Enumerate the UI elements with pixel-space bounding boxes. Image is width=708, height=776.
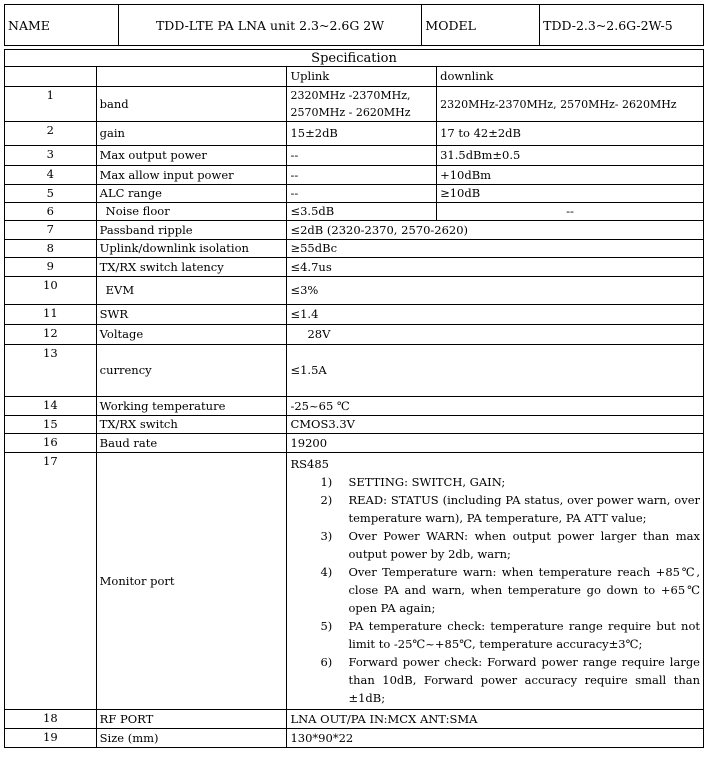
downlink-value: +10dBm <box>437 166 704 185</box>
downlink-value: -- <box>437 203 704 221</box>
table-row <box>5 122 704 146</box>
table-row <box>5 434 704 453</box>
table-row <box>5 729 704 748</box>
spec-value: ≤3% <box>287 277 704 305</box>
param-name: TX/RX switch latency <box>96 258 287 277</box>
row-number: 6 <box>5 203 97 221</box>
table-row <box>5 185 704 203</box>
spec-value: ≥55dBc <box>287 240 704 258</box>
list-item-number: 1) <box>320 475 333 489</box>
spec-value: ≤1.5A <box>287 345 704 397</box>
spec-value: ≤2dB (2320-2370, 2570-2620) <box>287 221 704 240</box>
table-row <box>5 87 704 122</box>
spec-value: 130*90*22 <box>287 729 704 748</box>
param-name: TX/RX switch <box>96 416 287 434</box>
spec-value: LNA OUT/PA IN:MCX ANT:SMA <box>287 710 704 729</box>
col-param-header <box>96 67 287 87</box>
row-number: 10 <box>5 277 97 305</box>
uplink-value: ≤3.5dB <box>287 203 437 221</box>
table-row <box>5 166 704 185</box>
downlink-value: 2320MHz-2370MHz, 2570MHz- 2620MHz <box>437 87 704 122</box>
param-name: RF PORT <box>96 710 287 729</box>
list-item-text: Over Temperature warn: when temperature reach +85℃, close PA and warn, when temperature go down to +65℃ open PA again; <box>348 565 700 615</box>
list-item-text: Over Power WARN: when output power larger than max output power by 2db, warn; <box>348 529 700 561</box>
table-row <box>5 710 704 729</box>
row-number: 5 <box>5 185 97 203</box>
row-number: 1 <box>5 87 97 122</box>
param-name: SWR <box>96 305 287 325</box>
list-item <box>290 563 700 617</box>
table-row <box>5 146 704 166</box>
spec-title: Specification <box>5 50 704 67</box>
uplink-value: 15±2dB <box>287 122 437 146</box>
table-row <box>5 453 704 710</box>
param-name: Working temperature <box>96 397 287 416</box>
row-number: 17 <box>5 453 97 710</box>
spec-value: 19200 <box>287 434 704 453</box>
row-number: 19 <box>5 729 97 748</box>
param-name: Baud rate <box>96 434 287 453</box>
param-name: Passband ripple <box>96 221 287 240</box>
col-uplink-header: Uplink <box>287 67 437 87</box>
table-row <box>5 305 704 325</box>
list-item-number: 5) <box>320 619 333 633</box>
column-header-row <box>5 67 704 87</box>
row-number: 16 <box>5 434 97 453</box>
spec-value: 28V <box>287 325 704 345</box>
list-item-number: 6) <box>320 655 333 669</box>
table-row <box>5 345 704 397</box>
row-number: 18 <box>5 710 97 729</box>
row-number: 13 <box>5 345 97 397</box>
spec-title-row <box>5 50 704 67</box>
row-number: 4 <box>5 166 97 185</box>
table-row <box>5 203 704 221</box>
monitor-protocol: RS485 <box>290 457 329 471</box>
list-item-number: 4) <box>320 565 333 579</box>
param-name: Monitor port <box>96 453 287 710</box>
spec-table <box>4 49 704 748</box>
monitor-list <box>290 473 700 707</box>
list-item-text: PA temperature check: temperature range require but not limit to -25℃~+85℃, temperature accuracy±3℃; <box>348 619 700 651</box>
row-number: 2 <box>5 122 97 146</box>
name-value: TDD-LTE PA LNA unit 2.3~2.6G 2W <box>118 5 422 46</box>
name-label: NAME <box>5 5 119 46</box>
spec-value: CMOS3.3V <box>287 416 704 434</box>
param-name: currency <box>96 345 287 397</box>
param-name: ALC range <box>96 185 287 203</box>
param-name: Max output power <box>96 146 287 166</box>
table-row <box>5 258 704 277</box>
param-name: Max allow input power <box>96 166 287 185</box>
uplink-value: -- <box>287 146 437 166</box>
list-item-number: 3) <box>320 529 333 543</box>
row-number: 3 <box>5 146 97 166</box>
list-item <box>290 617 700 653</box>
param-name: Size (mm) <box>96 729 287 748</box>
model-label: MODEL <box>422 5 540 46</box>
downlink-value: 17 to 42±2dB <box>437 122 704 146</box>
downlink-value: ≥10dB <box>437 185 704 203</box>
list-item-text: SETTING: SWITCH, GAIN; <box>348 475 506 489</box>
header-table <box>4 4 704 46</box>
table-row <box>5 277 704 305</box>
list-item <box>290 653 700 707</box>
uplink-value: -- <box>287 185 437 203</box>
row-number: 12 <box>5 325 97 345</box>
row-number: 14 <box>5 397 97 416</box>
param-name: band <box>96 87 287 122</box>
list-item-number: 2) <box>320 493 333 507</box>
list-item <box>290 473 700 491</box>
list-item-text: Forward power check: Forward power range require large than 10dB, Forward power accuracy require small than ±1dB; <box>348 655 700 705</box>
param-name: EVM <box>96 277 287 305</box>
list-item <box>290 491 700 527</box>
table-row <box>5 221 704 240</box>
table-row <box>5 240 704 258</box>
col-downlink-header: downlink <box>437 67 704 87</box>
row-number: 15 <box>5 416 97 434</box>
row-number: 9 <box>5 258 97 277</box>
uplink-value: 2320MHz -2370MHz, 2570MHz - 2620MHz <box>287 87 437 122</box>
spec-value: ≤4.7us <box>287 258 704 277</box>
downlink-value: 31.5dBm±0.5 <box>437 146 704 166</box>
list-item <box>290 527 700 563</box>
row-number: 8 <box>5 240 97 258</box>
list-item-text: READ: STATUS (including PA status, over power warn, over temperature warn), PA temperature, PA ATT value; <box>348 493 700 525</box>
table-row <box>5 325 704 345</box>
spec-value: ≤1.4 <box>287 305 704 325</box>
monitor-port-value <box>287 453 704 710</box>
table-row <box>5 397 704 416</box>
col-number-header <box>5 67 97 87</box>
row-number: 11 <box>5 305 97 325</box>
row-number: 7 <box>5 221 97 240</box>
param-name: Uplink/downlink isolation <box>96 240 287 258</box>
spec-value: -25~65 ℃ <box>287 397 704 416</box>
table-row <box>5 416 704 434</box>
param-name: Voltage <box>96 325 287 345</box>
param-name: Noise floor <box>96 203 287 221</box>
uplink-value: -- <box>287 166 437 185</box>
param-name: gain <box>96 122 287 146</box>
model-value: TDD-2.3~2.6G-2W-5 <box>540 5 704 46</box>
